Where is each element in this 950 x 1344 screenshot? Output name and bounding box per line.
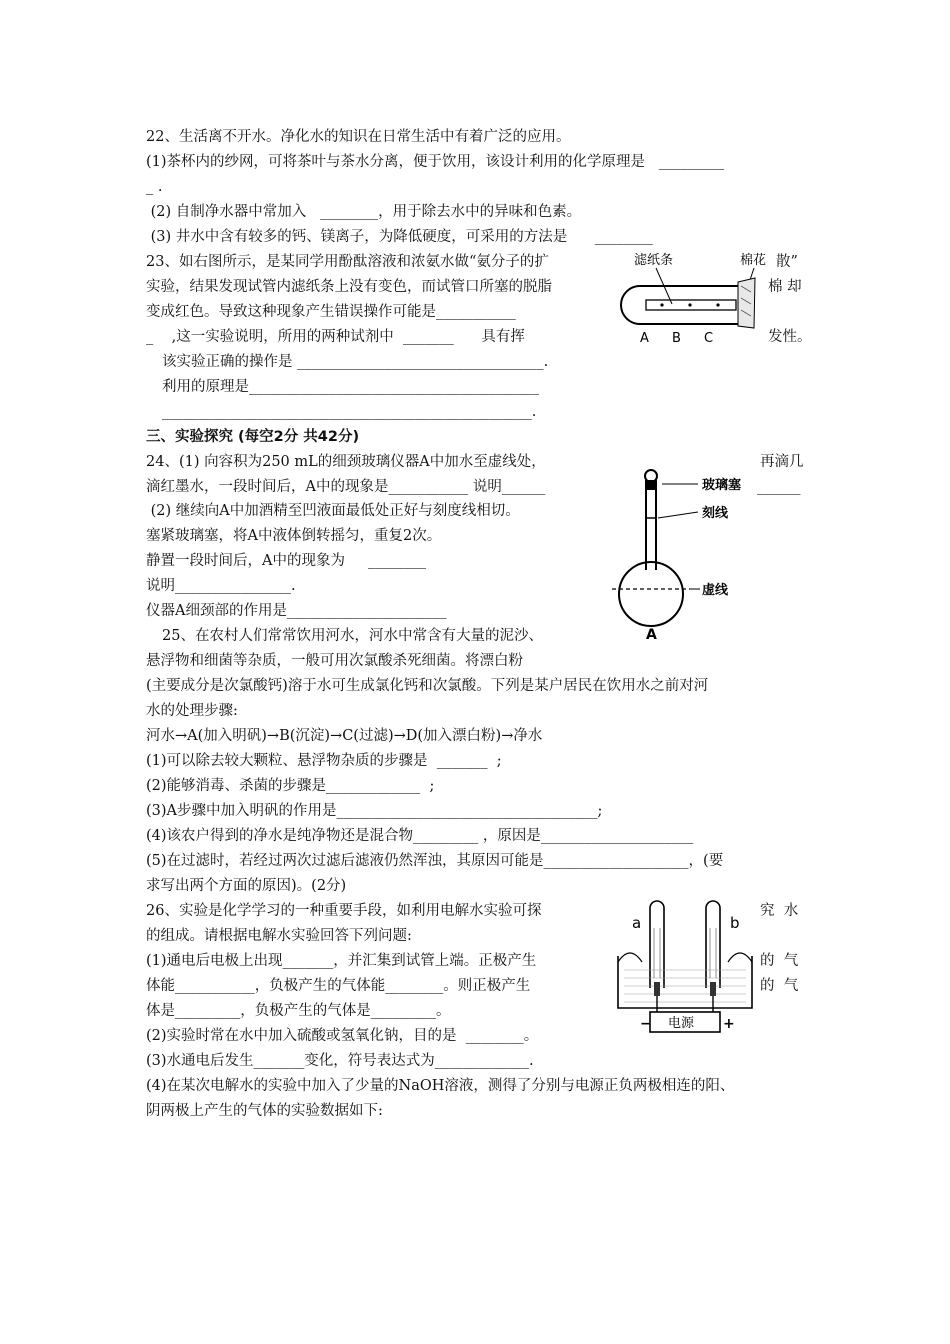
electrolysis-figure [610,898,760,1058]
q25-part5-cont: 求写出两个方面的原因)。(2分) [146,878,347,894]
q22-part2: (2) 自制净水器中常加入 ________，用于除去水中的异味和色素。 [146,204,582,220]
q25-line1: 25、在农村人们常常饮用河水，河水中常含有大量的泥沙、 [162,628,543,644]
q22-part1-cont: _ . [146,179,163,195]
q25-part5: (5)在过滤时，若经过两次过滤后滤液仍然浑浊，其原因可能是____________________，(要 [146,853,724,869]
flask-a-label: A [646,627,657,642]
q26-part4: (4)在某次电解水的实验中加入了少量的NaOH溶液，测得了分别与电源正负两极相连的阳、 [146,1078,735,1094]
q23-line5: 该实验正确的操作是 __________________________________. [162,354,549,370]
q25-line4: 水的处理步骤: [146,703,238,719]
q26-part4-cont: 阴两极上产生的气体的实验数据如下: [146,1103,383,1119]
q24-line2: 滴红墨水，一段时间后，A中的现象是___________ 说明______ [146,479,546,495]
q25-part2: (2)能够消毒、杀菌的步骤是_____________ ; [146,778,435,794]
q25-part4: (4)该农户得到的净水是纯净物还是混合物_________ ，原因是_____________________ [146,828,694,844]
q25-part1: (1)可以除去较大颗粒、悬浮物杂质的步骤是 _______ ; [146,753,502,769]
q25-part3: (3)A步骤中加入明矾的作用是____________________________________; [146,803,603,819]
scale-line-label: 刻线 [702,506,729,521]
q26-part1-end: 的 气 [760,953,799,969]
q26-line2: 的组成。请根据电解水实验回答下列问题: [146,928,412,944]
q23-line1-end: 散” [776,254,798,270]
q24-line5: 静置一段时间后，A中的现象为 ________ [146,553,427,569]
q26-line1: 26、实验是化学学习的一种重要手段，如利用电解水实验可探 [146,903,542,919]
q26-part3: (3)水通电后发生_______变化，符号表达式为_____________. [146,1053,534,1069]
q23-line2: 实验，结果发现试管内滤纸条上没有变色，而试管口所塞的脱脂 [146,279,552,295]
power-source-label: 电源 [668,1016,695,1031]
q25-line3: (主要成分是次氯酸钙)溶于水可生成氯化钙和次氯酸。下列是某户居民在饮用水之前对河 [146,678,709,694]
q23-line3: 变成红色。导致这种现象产生错误操作可能是___________ [146,304,516,320]
label-b: B [672,331,681,346]
q23-line4: _ ,这一实验说明，所用的两种试剂中 _______ 具有挥 [146,329,525,345]
q23-line4-end: 发性。 [768,329,812,345]
q26-part1-line2-end: 的 气 [760,978,799,994]
q22-title: 22、生活离不开水。净化水的知识在日常生活中有着广泛的应用。 [146,129,571,145]
positive-terminal-label: + [723,1016,735,1032]
tube-a-label: a [632,914,642,932]
q26-part1-line3: 体是_________，负极产生的气体是_________。 [146,1003,451,1019]
test-tube-figure [620,246,770,346]
q23-line6: 利用的原理是________________________________________ [162,379,539,395]
q23-line2-end: 棉 却 [768,279,802,295]
tube-b-label: b [730,914,740,932]
dashed-line-label: 虚线 [702,583,729,598]
section-3-heading: 三、实验探究 (每空2分 共42分) [146,429,360,445]
q23-line7: ___________________________________________________. [162,404,537,420]
q26-part1-line2: 体能___________，负极产生的气体能________。则正极产生 [146,978,531,994]
label-a: A [640,331,649,346]
q26-part2: (2)实验时常在水中加入硫酸或氢氧化钠，目的是 ________。 [146,1028,539,1044]
q24-line2-end: ______ [757,479,801,495]
label-c: C [704,331,714,346]
q22-part1: (1)茶杯内的纱网，可将茶叶与茶水分离，便于饮用，该设计利用的化学原理是 _________ [146,154,725,170]
negative-terminal-label: − [640,1016,652,1032]
q24-line4: 塞紧玻璃塞，将A中液体倒转摇匀，重复2次。 [146,528,442,544]
q24-line3: (2) 继续向A中加酒精至凹液面最低处正好与刻度线相切。 [146,503,520,519]
q24-line6: 说明________________. [146,578,296,594]
q26-part1: (1)通电后电极上出现_______，并汇集到试管上端。正极产生 [146,953,537,969]
q24-line1: 24、(1) 向容积为250 mL的细颈玻璃仪器A中加水至虚线处， [146,454,546,470]
q26-line1-end: 究 水 [760,903,799,919]
q25-line2: 悬浮物和细菌等杂质，一般可用次氯酸杀死细菌。将漂白粉 [146,653,523,669]
q25-steps: 河水→A(加入明矾)→B(沉淀)→C(过滤)→D(加入漂白粉)→净水 [146,728,543,744]
glass-stopper-label: 玻璃塞 [702,478,742,493]
cotton-label: 棉花 [740,253,767,268]
volumetric-flask-figure [606,462,766,642]
q24-line1-end: 再滴几 [760,454,804,470]
filter-paper-label: 滤纸条 [634,253,674,268]
q24-line7: 仪器A细颈部的作用是______________________ [146,603,447,619]
q22-part3: (3) 井水中含有较多的钙、镁离子，为降低硬度，可采用的方法是 ________ [146,229,653,245]
q23-line1: 23、如右图所示，是某同学用酚酞溶液和浓氨水做“氨分子的扩 [146,254,549,270]
